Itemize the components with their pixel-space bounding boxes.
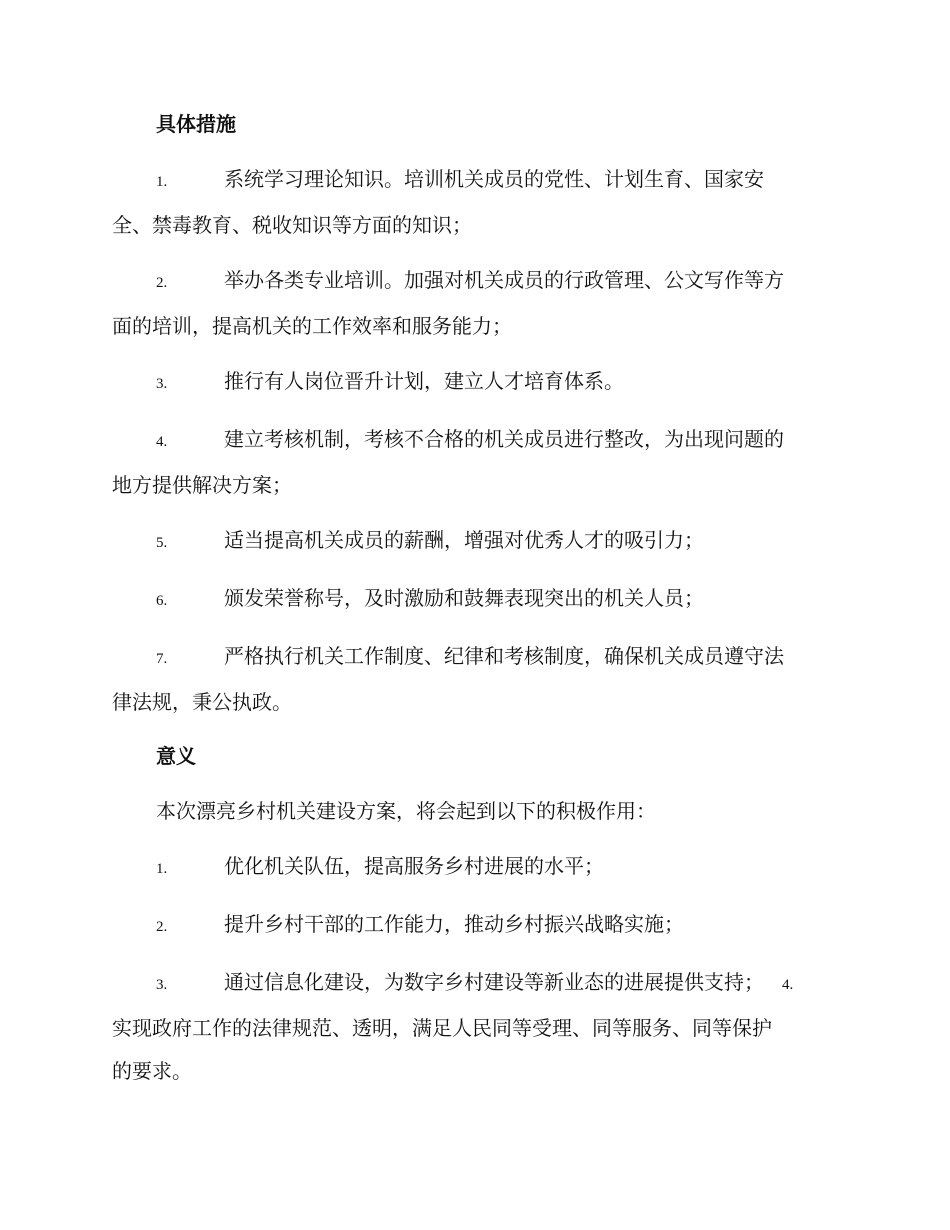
list-item-line: 全、禁毒教育、税收知识等方面的知识； bbox=[112, 213, 472, 237]
list-item bbox=[112, 961, 834, 1093]
list-item bbox=[112, 418, 834, 507]
list-item-line bbox=[112, 519, 834, 565]
list-item-line: 面的培训，提高机关的工作效率和服务能力； bbox=[112, 314, 512, 338]
significance-intro bbox=[112, 790, 834, 833]
list-item-line bbox=[112, 577, 834, 623]
list-item-line bbox=[112, 903, 834, 949]
measures-list bbox=[112, 158, 834, 724]
section-heading-significance: 意义 bbox=[156, 744, 196, 768]
list-item-line bbox=[112, 158, 834, 204]
list-item-line bbox=[112, 418, 834, 464]
list-item-line: 的要求。 bbox=[112, 1059, 192, 1083]
list-item-text: 提升乡村干部的工作能力，推动乡村振兴战略实施； bbox=[224, 912, 684, 936]
list-item bbox=[112, 519, 834, 565]
list-item-text: 颁发荣誉称号，及时激励和鼓舞表现突出的机关人员； bbox=[224, 586, 704, 610]
list-item-line bbox=[112, 259, 834, 305]
list-item-line bbox=[112, 360, 834, 406]
list-item bbox=[112, 845, 834, 891]
list-item-line bbox=[112, 635, 834, 681]
list-item-text: 推行有人岗位晋升计划，建立人才培育体系。 bbox=[224, 369, 624, 393]
list-item bbox=[112, 577, 834, 623]
list-item bbox=[112, 158, 834, 247]
list-item-line: 地方提供解决方案； bbox=[112, 473, 292, 497]
section-heading-measures: 具体措施 bbox=[156, 112, 236, 136]
list-item-text: 通过信息化建设，为数字乡村建设等新业态的进展提供支持； bbox=[224, 970, 764, 994]
list-item-number: 4. bbox=[782, 977, 794, 993]
list-item bbox=[112, 635, 834, 724]
list-item-number: 2. bbox=[156, 919, 168, 935]
list-item-text: 系统学习理论知识。培训机关成员的党性、计划生育、国家安 bbox=[224, 167, 764, 191]
list-item-number: 6. bbox=[156, 593, 168, 609]
list-item-text: 适当提高机关成员的薪酬，增强对优秀人才的吸引力； bbox=[224, 528, 704, 552]
list-item-text: 优化机关队伍，提高服务乡村进展的水平； bbox=[224, 854, 604, 878]
list-item-number: 7. bbox=[156, 651, 168, 667]
list-item bbox=[112, 360, 834, 406]
list-item-number: 3. bbox=[156, 376, 168, 392]
significance-list bbox=[112, 845, 834, 949]
list-item-text: 建立考核机制，考核不合格的机关成员进行整改，为出现问题的 bbox=[224, 427, 784, 451]
list-item-line bbox=[112, 961, 834, 1007]
list-item-number: 4. bbox=[156, 434, 168, 450]
list-item-line: 律法规，秉公执政。 bbox=[112, 690, 292, 714]
list-item-number: 2. bbox=[156, 275, 168, 291]
list-item bbox=[112, 259, 834, 348]
list-item-number: 1. bbox=[156, 861, 168, 877]
document-content bbox=[112, 104, 834, 1105]
significance-intro-text: 本次漂亮乡村机关建设方案，将会起到以下的积极作用： bbox=[156, 799, 656, 823]
list-item-text: 举办各类专业培训。加强对机关成员的行政管理、公文写作等方 bbox=[224, 268, 784, 292]
list-item-line: 实现政府工作的法律规范、透明，满足人民同等受理、同等服务、同等保护 bbox=[112, 1016, 772, 1040]
list-item bbox=[112, 903, 834, 949]
list-item-text: 严格执行机关工作制度、纪律和考核制度，确保机关成员遵守法 bbox=[224, 644, 784, 668]
list-item-number: 3. bbox=[156, 977, 168, 993]
list-item-number: 5. bbox=[156, 535, 168, 551]
list-item-number: 1. bbox=[156, 174, 168, 190]
list-item-line bbox=[112, 845, 834, 891]
